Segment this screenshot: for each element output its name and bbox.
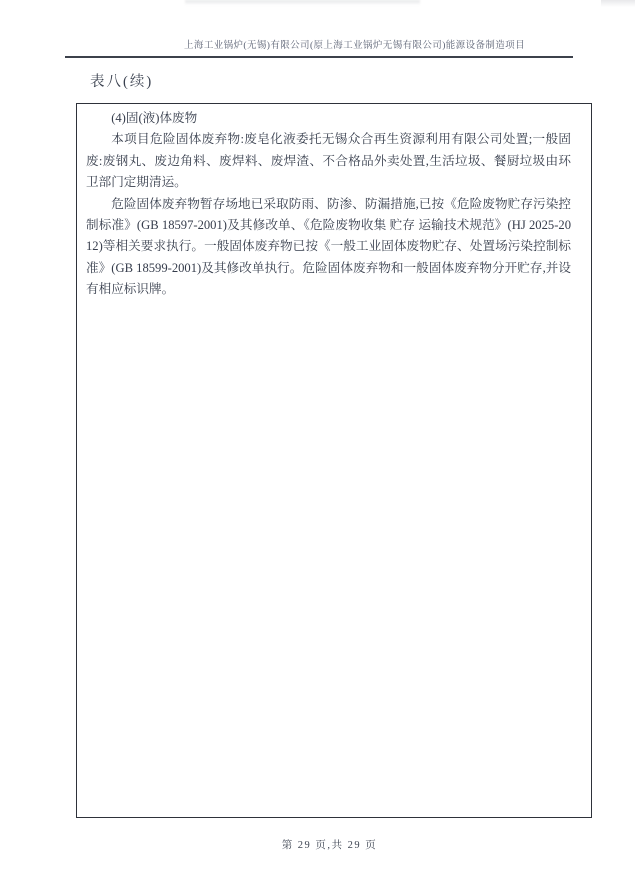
paragraph-waste-disposal: 本项目危险固体废弃物:废皂化液委托无锡众合再生资源利用有限公司处置;一般固废:废钢丸、废边角料、废焊料、废焊渣、不合格品外卖处置,生活垃圾、餐厨垃圾由环卫部门定期清运。 [86,132,571,190]
content-box [76,103,592,818]
page-number-footer: 第 29 页,共 29 页 [281,840,378,851]
table-label: 表八(续) [90,74,154,90]
page-header-title: 上海工业锅炉(无锡)有限公司(原上海工业锅炉无锡有限公司)能源设备制造项目 [184,41,525,51]
header-divider [65,56,573,58]
section-heading: (4)固(液)体废物 [111,111,198,125]
scan-smudge-top [185,0,420,5]
paragraph-storage-standards: 危险固体废弃物暂存场地已采取防雨、防渗、防漏措施,已按《危险废物贮存污染控制标准》(GB 18597-2001)及其修改单、《危险废物收集 贮存 运输技术规范》(HJ 2025-2012)等相关要求执行。一般固体废弃物已按《一般工业固体废物贮存、处置场污染控制标准》(GB 18599-2001)及其修改单执行。危险固体废弃物和一般固体废弃物分开贮存,并设有相应标识牌。 [86,196,571,297]
scan-smudge-corner [601,0,635,7]
